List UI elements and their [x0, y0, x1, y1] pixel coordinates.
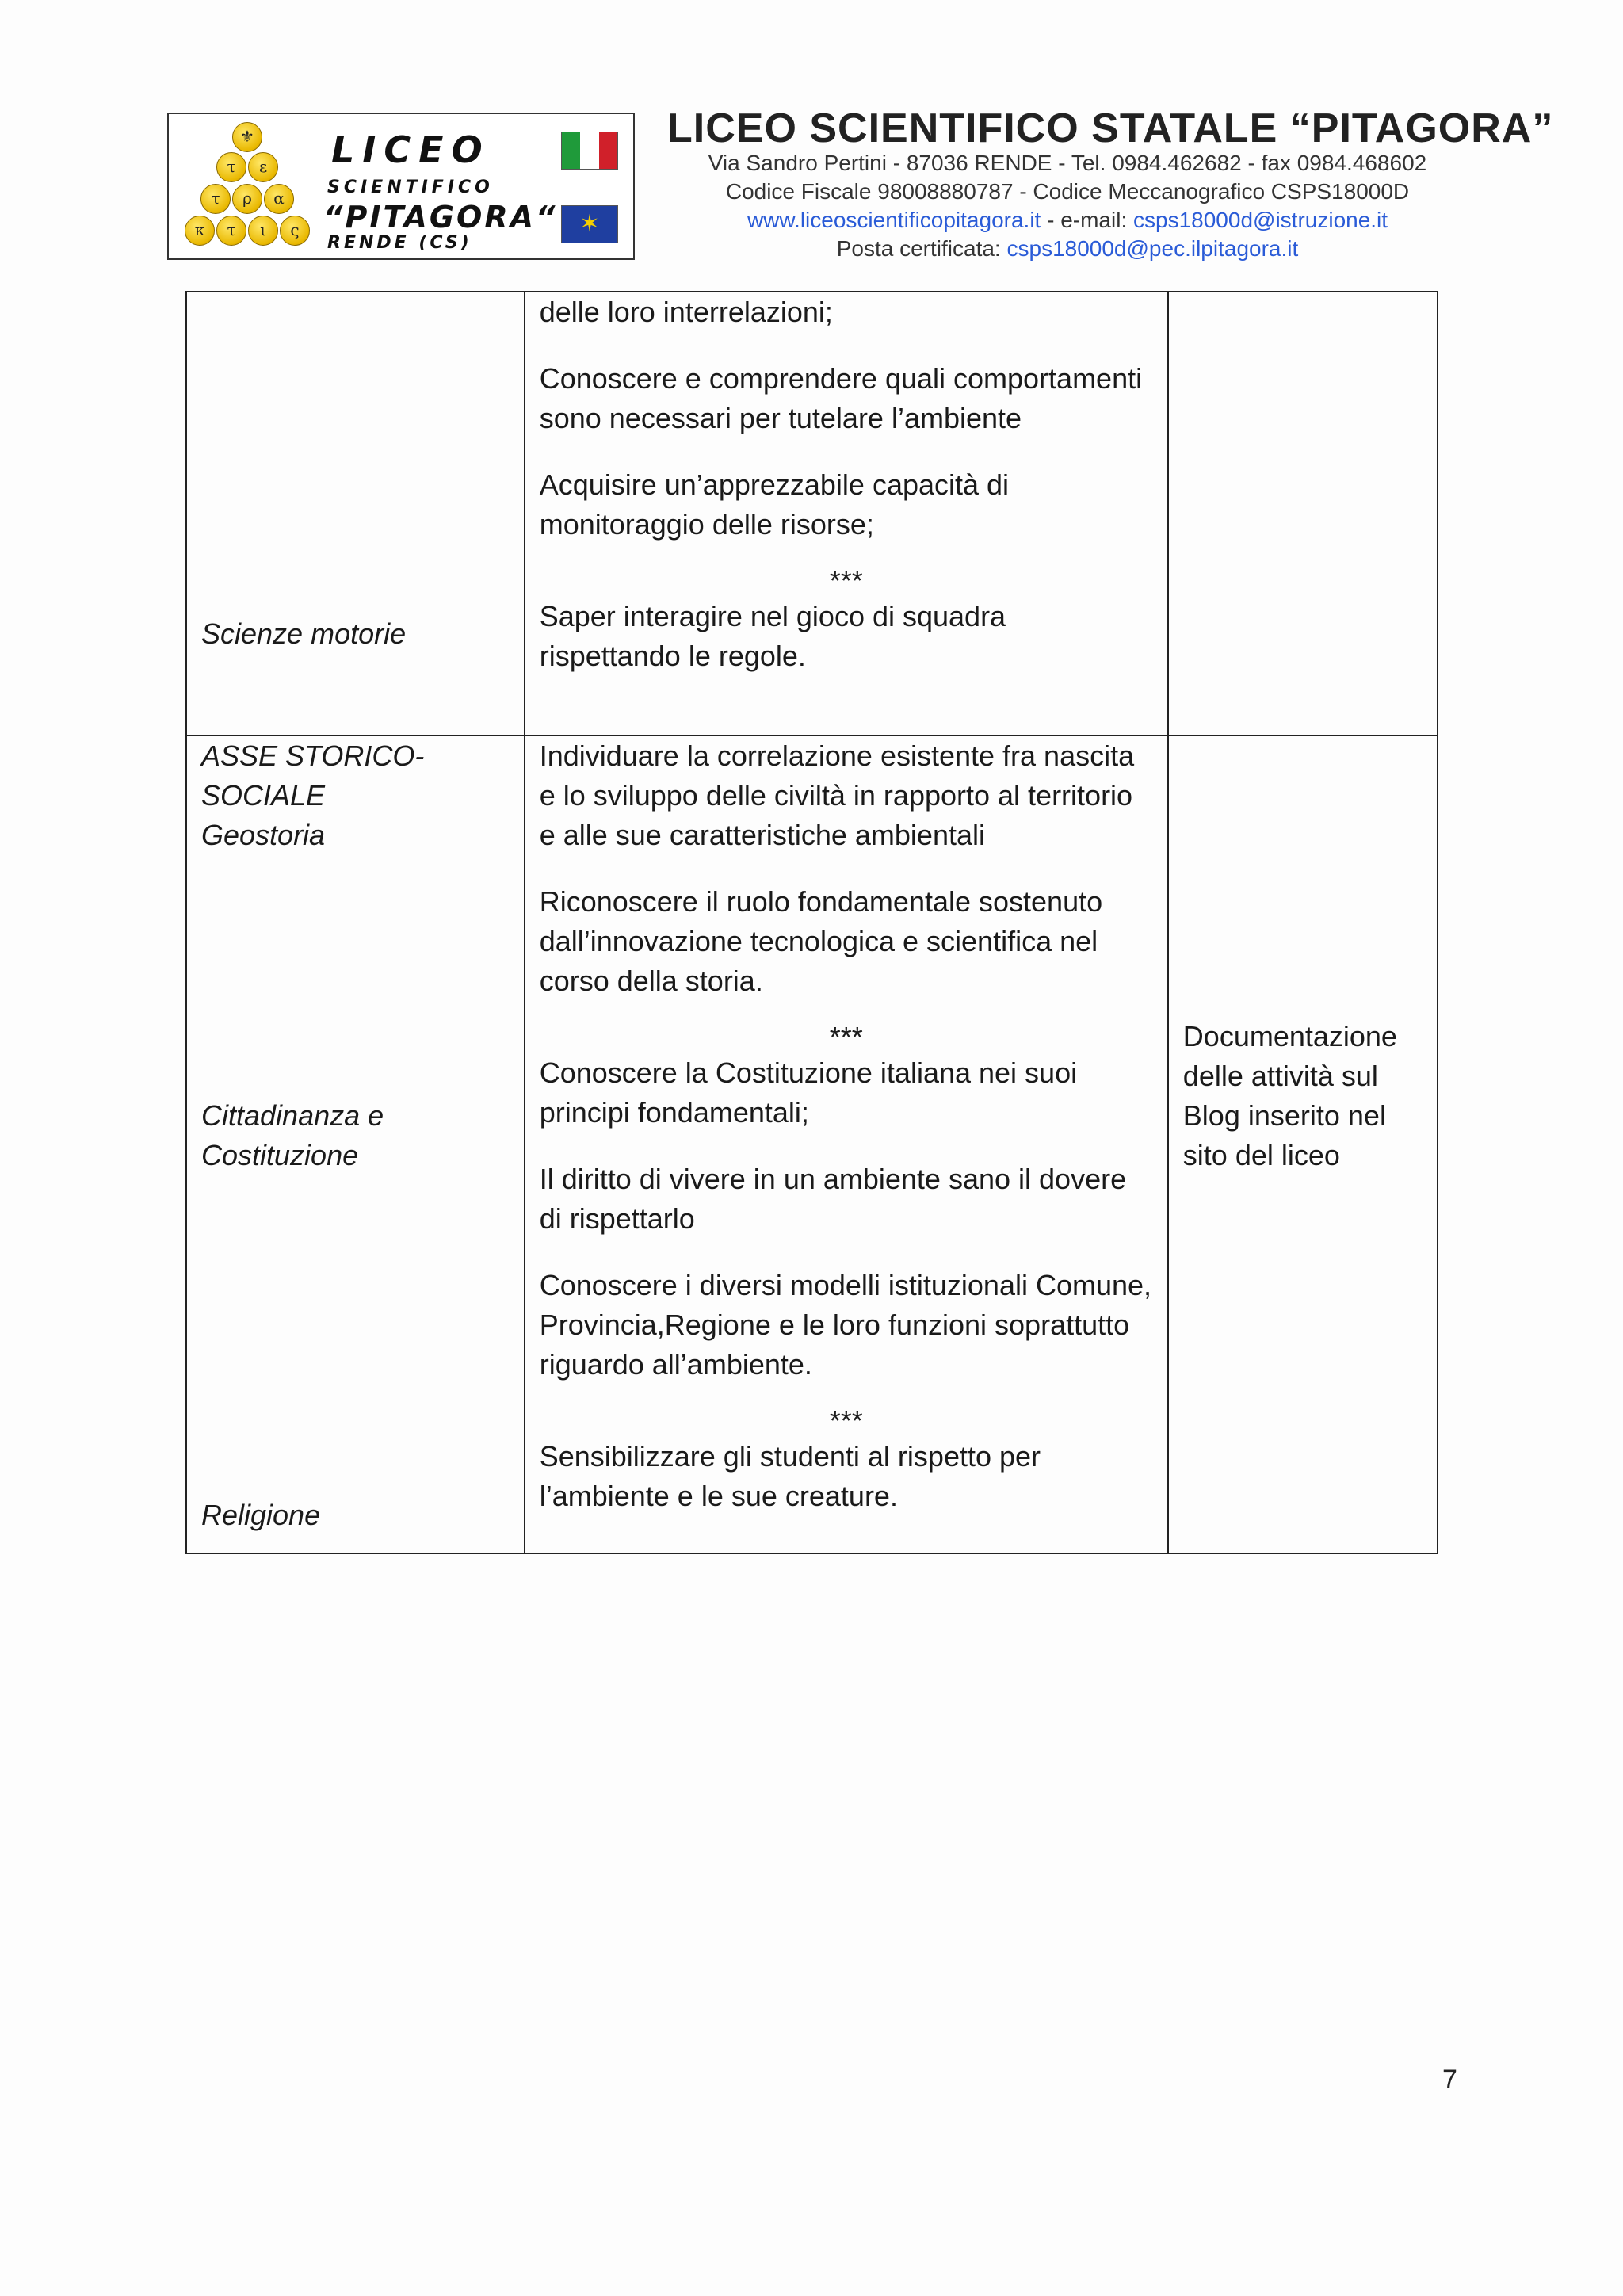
objectives-cell: [525, 735, 1168, 1553]
objective-text: Conoscere i diversi modelli istituzionali Comune, Provincia,Regione e le loro funzioni soprattutto riguardo all’ambiente.: [539, 1269, 1152, 1381]
school-logo: [167, 113, 635, 260]
subject-asse-storico-sociale: ASSE STORICO-SOCIALE: [201, 739, 425, 812]
table-row: [186, 735, 1438, 1553]
school-contacts: [667, 208, 1468, 233]
documentation-cell: [1168, 735, 1438, 1553]
table-row: [186, 292, 1438, 735]
email-link[interactable]: csps18000d@istruzione.it: [1133, 208, 1388, 232]
objective-text: Saper interagire nel gioco di squadra rispettando le regole.: [539, 600, 1006, 672]
subject-cittadinanza: Cittadinanza e Costituzione: [201, 1099, 384, 1171]
coin-emblem: ⚜: [232, 122, 262, 152]
school-name: LICEO SCIENTIFICO STATALE “PITAGORA”: [667, 105, 1554, 151]
subject-religione: Religione: [201, 1499, 321, 1531]
subject-scienze-motorie: Scienze motorie: [201, 617, 407, 650]
coin: κ: [185, 216, 215, 246]
subject-geostoria: Geostoria: [201, 819, 326, 851]
eu-flag-icon: ✶: [561, 205, 618, 243]
page-number: 7: [1442, 2065, 1457, 2095]
objective-text: delle loro interrelazioni;: [539, 296, 833, 328]
objective-text: Sensibilizzare gli studenti al rispetto per l’ambiente e le sue creature.: [539, 1440, 1041, 1512]
subject-cell: [186, 735, 525, 1553]
coin: ι: [248, 216, 278, 246]
pec-label: Posta certificata:: [836, 236, 1001, 261]
website-link[interactable]: www.liceoscientificopitagora.it: [747, 208, 1041, 232]
coin: ρ: [232, 184, 262, 214]
school-pec: [667, 236, 1468, 262]
documentation-text: Documentazione delle attività sul Blog inserito nel sito del liceo: [1182, 1020, 1397, 1171]
school-codes: Codice Fiscale 98008880787 - Codice Meccanografico CSPS18000D: [725, 179, 1410, 204]
objective-text: Individuare la correlazione esistente fra nascita e lo sviluppo delle civiltà in rapporto al territorio e alle sue caratteristiche ambientali: [539, 739, 1135, 851]
coin: ε: [248, 152, 278, 182]
objective-text: Acquisire un’apprezzabile capacità di monitoraggio delle risorse;: [539, 468, 1010, 541]
objective-text: Conoscere e comprendere quali comportamenti sono necessari per tutelare l’ambiente: [539, 362, 1143, 434]
objectives-cell: [525, 292, 1168, 735]
pec-link[interactable]: csps18000d@pec.ilpitagora.it: [1006, 236, 1299, 261]
greek-coins-logo: [178, 122, 321, 253]
school-address: Via Sandro Pertini - 87036 RENDE - Tel. 0984.462682 - fax 0984.468602: [708, 151, 1427, 175]
italian-flag-icon: [561, 132, 618, 170]
separator-stars: ***: [829, 564, 863, 597]
coin: τ: [216, 216, 246, 246]
coin: τ: [200, 184, 231, 214]
curriculum-table: [185, 291, 1438, 1554]
coin: τ: [216, 152, 246, 182]
logo-liceo-text: LICEO: [331, 128, 491, 171]
objective-text: Riconoscere il ruolo fondamentale sostenuto dall’innovazione tecnologica e scientifica nel corso della storia.: [539, 885, 1103, 997]
logo-scientifico-text: SCIENTIFICO: [327, 178, 494, 197]
documentation-cell: [1168, 292, 1438, 735]
coin: α: [264, 184, 294, 214]
separator-stars: ***: [829, 1021, 863, 1053]
objective-text: Il diritto di vivere in un ambiente sano il dovere di rispettarlo: [539, 1163, 1127, 1235]
subject-cell: [186, 292, 525, 735]
objective-text: Conoscere la Costituzione italiana nei suoi principi fondamentali;: [539, 1056, 1078, 1129]
coin: ς: [280, 216, 310, 246]
logo-rende-text: RENDE (CS): [327, 233, 472, 253]
email-label: - e-mail:: [1047, 208, 1128, 232]
logo-pitagora-text: “PITAGORA“: [323, 200, 558, 235]
separator-stars: ***: [829, 1404, 863, 1437]
